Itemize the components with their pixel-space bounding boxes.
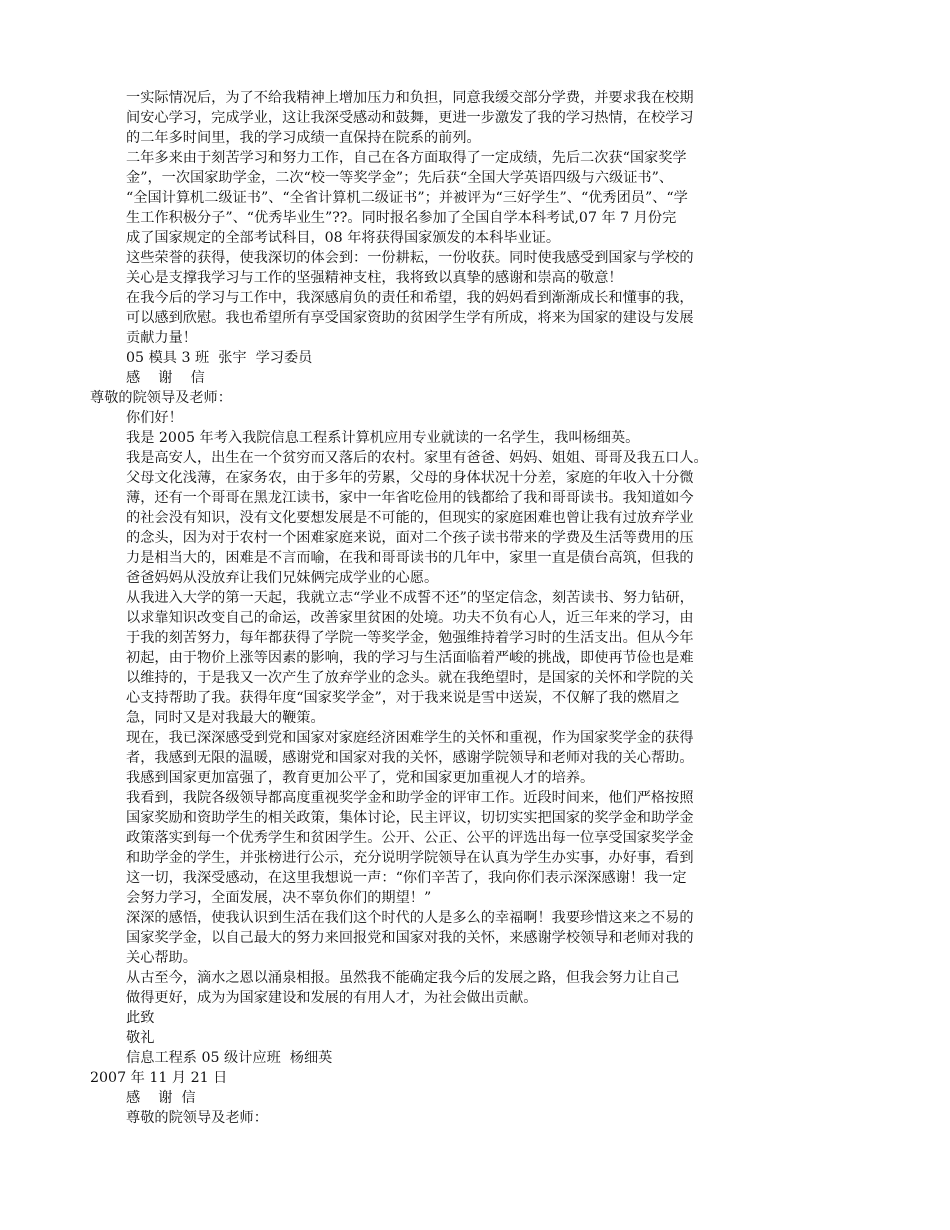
text-line: 从古至今，滴水之恩以涌泉相报。虽然我不能确定我今后的发展之路，但我会努力让自己: [126, 970, 680, 986]
text-line: 做得更好，成为为国家建设和发展的有用人才，为社会做出贡献。: [126, 990, 538, 1006]
text-line: 政策落实到每一个优秀学生和贫困学生。公开、公正、公平的评选出每一位享受国家奖学金: [126, 830, 694, 846]
text-line: 初起，由于物价上涨等因素的影响，我的学习与生活面临着严峻的挑战，即使再节俭也是难: [126, 650, 694, 666]
text-line: 以维持的，于是我又一次产生了放弃学业的念头。就在我绝望时，是国家的关怀和学院的关: [126, 670, 694, 686]
text-line: 深深的感悟，使我认识到生活在我们这个时代的人是多么的幸福啊！我要珍惜这来之不易的: [126, 910, 694, 926]
text-line: “全国计算机二级证书”、“全省计算机二级证书”；并被评为“三好学生”、“优秀团员”、“学: [126, 190, 688, 206]
text-line: 国家奖励和资助学生的相关政策，集体讨论，民主评议，切切实实把国家的奖学金和助学金: [126, 810, 694, 826]
closing-line: 信息工程系 05 级计应班 杨细英: [126, 1050, 333, 1066]
text-line: 关心是支撑我学习与工作的坚强精神支柱，我将致以真挚的感谢和崇高的敬意！: [126, 270, 623, 286]
text-line: 薄，还有一个哥哥在黑龙江读书，家中一年省吃俭用的钱都给了我和哥哥读书。我知道如今: [126, 490, 694, 506]
text-line: 的念头，因为对于农村一个困难家庭来说，面对二个孩子读书带来的学费及生活等费用的压: [126, 530, 694, 546]
text-line: 在我今后的学习与工作中，我深感肩负的责任和希望，我的妈妈看到渐渐成长和懂事的我，: [126, 290, 694, 306]
text-line: 金”，一次国家助学金，二次“校一等奖学金”；先后获“全国大学英语四级与六级证书”、: [126, 170, 674, 186]
text-line: 这些荣誉的获得，使我深切的体会到：一份耕耘，一份收获。同时使我感受到国家与学校的: [126, 250, 694, 266]
signature-line: 2007 年 11 月 21 日: [90, 1070, 228, 1086]
text-line: 从我进入大学的第一天起，我就立志“学业不成誓不还”的坚定信念，刻苦读书、努力钻研，: [126, 590, 694, 606]
text-line: 以求靠知识改变自己的命运，改善家里贫困的处境。功夫不负有心人，近三年来的学习，由: [126, 610, 694, 626]
letter-title: 感 谢 信: [126, 370, 205, 386]
salutation: 尊敬的院领导及老师：: [90, 390, 232, 406]
text-line: 二年多来由于刻苦学习和努力工作，自己在各方面取得了一定成绩，先后二次获“国家奖学: [126, 150, 687, 166]
text-line: 此致: [126, 1010, 155, 1026]
text-line: 会努力学习，全面发展，决不辜负你们的期望！”: [126, 890, 432, 906]
text-line: 一实际情况后，为了不给我精神上增加压力和负担，同意我缓交部分学费，并要求我在校期: [126, 90, 694, 106]
text-line: 爸爸妈妈从没放弃让我们兄妹俩完成学业的心愿。: [126, 570, 439, 586]
text-line: 生工作积极分子”、“优秀毕业生”??。同时报名参加了全国自学本科考试,07 年 7 月份完: [126, 210, 677, 226]
text-line: 成了国家规定的全部考试科目，08 年将获得国家颁发的本科毕业证。: [126, 230, 561, 246]
text-line: 我是 2005 年考入我院信息工程系计算机应用专业就读的一名学生，我叫杨细英。: [126, 430, 640, 446]
text-line: 我感到国家更加富强了，教育更加公平了，党和国家更加重视人才的培养。: [126, 770, 595, 786]
text-line: 心支持帮助了我。获得年度“国家奖学金”，对于我来说是雪中送炭，不仅解了我的燃眉之: [126, 690, 680, 706]
text-line: 国家奖学金，以自己最大的努力来回报党和国家对我的关怀，来感谢学校领导和老师对我的: [126, 930, 694, 946]
date-line: 感 谢 信: [126, 1090, 196, 1106]
text-line: 和助学金的学生，并张榜进行公示，充分说明学院领导在认真为学生办实事，办好事，看到: [126, 850, 694, 866]
text-line: 者，我感到无限的温暖，感谢党和国家对我的关怀，感谢学院领导和老师对我的关心帮助。: [126, 750, 694, 766]
text-line: 贡献力量！: [126, 330, 197, 346]
text-line: 我是高安人，出生在一个贫穷而又落后的农村。家里有爸爸、妈妈、姐姐、哥哥及我五口人。: [126, 450, 708, 466]
text-line: 这一切，我深受感动，在这里我想说一声：“你们辛苦了，我向你们表示深深感谢！我一定: [126, 870, 687, 886]
text-line: 我看到，我院各级领导都高度重视奖学金和助学金的评审工作。近段时间来，他们严格按照: [126, 790, 694, 806]
text-line: 力是相当大的，困难是不言而喻，在我和哥哥读书的几年中，家里一直是债台高筑，但我的: [126, 550, 694, 566]
text-line: 的二年多时间里，我的学习成绩一直保持在院系的前列。: [126, 130, 481, 146]
text-line: 急，同时又是对我最大的鞭策。: [126, 710, 325, 726]
text-line: 于我的刻苦努力，每年都获得了学院一等奖学金，勉强维持着学习时的生活支出。但从今年: [126, 630, 694, 646]
text-line: 现在，我已深深感受到党和国家对家庭经济困难学生的关怀和重视，作为国家奖学金的获得: [126, 730, 694, 746]
text-line: 可以感到欣慰。我也希望所有享受国家资助的贫困学生学有所成，将来为国家的建设与发展: [126, 310, 694, 326]
text-line: 关心帮助。: [126, 950, 197, 966]
text-line: 间安心学习，完成学业，这让我深受感动和鼓舞，更进一步激发了我的学习热情，在校学习: [126, 110, 694, 126]
closing-line: 敬礼: [126, 1030, 155, 1046]
text-line: 父母文化浅薄，在家务农，由于多年的劳累，父母的身体状况十分差，家庭的年收入十分微: [126, 470, 694, 486]
signature-line: 05 模具 3 班 张宇 学习委员: [126, 350, 313, 366]
text-line: 你们好！: [126, 410, 183, 426]
letter-title: 尊敬的院领导及老师：: [126, 1110, 268, 1126]
text-line: 的社会没有知识，没有文化要想发展是不可能的，但现实的家庭困难也曾让我有过放弃学业: [126, 510, 694, 526]
